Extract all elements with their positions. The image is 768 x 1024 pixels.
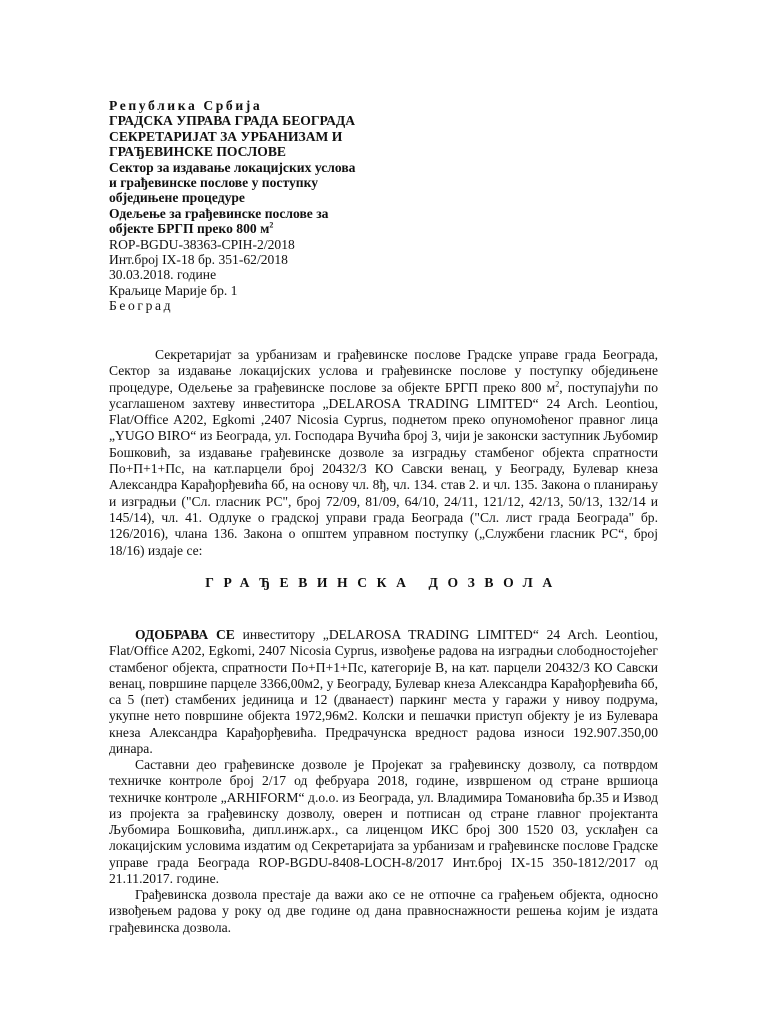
document-date: 30.03.2018. године <box>109 267 217 283</box>
internal-number: Инт.број IX-18 бр. 351-62/2018 <box>109 252 288 268</box>
issuer-header <box>109 98 409 314</box>
preamble-sup: 2 <box>555 379 560 389</box>
header-sector-cont2: обједињене процедуре <box>109 190 245 206</box>
header-department: Одељење за грађевинске послове за <box>109 205 329 221</box>
preamble-text-1: Секретаријат за урбанизам и грађевинске послове Градске управе града Београда, Сектор за издавање локацијских услова и грађевинске послове у поступку обједињене процедуре, Одељење за грађевинске послове за објекте БРГП преко 800 м <box>109 347 658 395</box>
header-city-administration: ГРАДСКА УПРАВА ГРАДА БЕОГРАДА <box>109 113 356 129</box>
issuer-address: Краљице Марије бр. 1 <box>109 282 238 298</box>
validity-paragraph: Грађевинска дозвола престаје да важи ако се не отпочне са грађењем објекта, односно извођењем радова у року од две године од дана правноснажности решења којим је издата грађевинска дозвола. <box>109 887 658 935</box>
header-sector-cont: и грађевинске послове у поступку <box>109 175 319 191</box>
document-title: ГРАЂЕВИНСКА ДОЗВОЛА <box>205 575 562 590</box>
header-department-text: објекте БРГП преко 800 м <box>109 221 270 237</box>
preamble-paragraph <box>109 347 658 559</box>
approval-paragraph <box>109 627 658 757</box>
header-sector: Сектор за издавање локацијских услова <box>109 159 356 175</box>
reference-number: ROP-BGDU-38363-CPIH-2/2018 <box>109 236 295 252</box>
header-department-cont <box>109 221 409 236</box>
issuer-city: Београд <box>109 298 174 314</box>
header-republic: Република Србија <box>109 98 263 113</box>
header-secretariat-cont: ГРАЂЕВИНСКЕ ПОСЛОВЕ <box>109 144 286 160</box>
header-department-sup: 2 <box>269 220 274 230</box>
header-secretariat: СЕКРЕТАРИЈАТ ЗА УРБАНИЗАМ И <box>109 128 343 144</box>
preamble-text-2: , поступајући по усаглашеном захтеву инвеститора „DELAROSA TRADING LIMITED“ 24 Arch. Leontiou, Flat/Office A202, Egkomi ,2407 Nicosia Cyprus, поднетом преко опуномоћеног правног лица „YUGO BIRO“ из Београда, ул. Господара Вучића број 3, чији је законски заступник Љубомир Бошковић, за издавање грађевинске дозволе за изградњу стамбеног објекта спратности По+П+1+Пс, на кат.парцели број 20432/3 КО Савски венац, у Београду, Булевар кнеза Александра Карађорђевића 6б, на основу чл. 8ђ, чл. 134. став 2. и чл. 135. Закона о планирању и изградњи ("Сл. гласник РС", број 72/09, 81/09, 64/10, 24/11, 121/12, 42/13, 50/13, 132/14 и 145/14), чл. 41. Одлуке о градској управи града Београда ("Сл. лист града Београда" бр. 126/2016), члана 136. Закона о општем управном поступку („Службени гласник РС“, број 18/16) издаје се: <box>109 379 658 558</box>
project-paragraph: Саставни део грађевинске дозволе је Пројекат за грађевинску дозволу, са потврдом техничке контроле број 2/17 од фебруара 2018, године, извршеном од стране вршиоца техничке контроле „ARHIFORM“ д.о.о. из Београда, ул. Владимира Томановића бр.35 и Извод из пројекта за грађевинску дозволу, оверен и потписан од стране главног пројектанта Љубомира Бошковића, дипл.инж.арх., са лиценцом ИКС број 300 1520 03, усклађен са локацијским условима издатим од Секретаријата за урбанизам и грађевинске послове Градске управе града Београда ROP-BGDU-8408-LOCH-8/2017 Инт.број IX-15 350-1812/2017 од 21.11.2017. године. <box>109 757 658 887</box>
approval-lead: ОДОБРАВА СЕ <box>135 627 235 642</box>
approval-text: инвеститору „DELAROSA TRADING LIMITED“ 24 Arch. Leontiou, Flat/Office A202, Egkomi, 2407 Nicosia Cyprus, извођење радова на изградњи слободностојећег стамбеног објекта, спратности По+П+1+Пс, категорије В, на кат. парцели 20432/3 КО Савски венац, површине парцеле 3366,00м2, у Београду, Булевар кнеза Александра Карађорђевића 6б, са 5 (пет) стамбених јединица и 12 (дванаест) паркинг места у гаражи у нивоу подрума, укупне нето површине објекта 1972,96м2. Колски и пешачки приступ објекту је из Булевара кнеза Александра Карађорђевића. Предрачунска вредност радова износи 192.907.350,00 динара. <box>109 627 658 757</box>
